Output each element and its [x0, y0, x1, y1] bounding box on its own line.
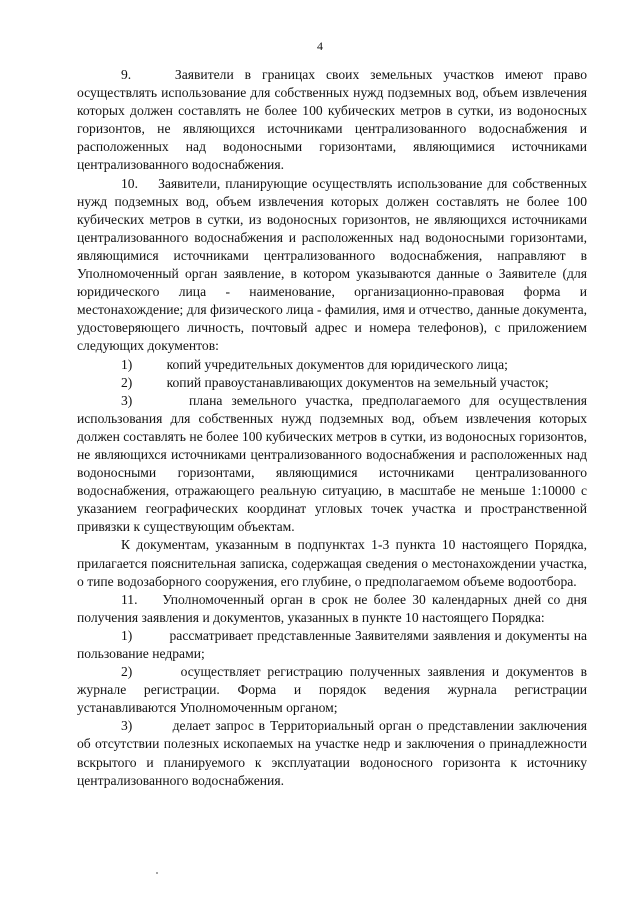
paragraph-10 — [77, 175, 587, 356]
paragraph-number: 9. — [121, 67, 132, 82]
list-item-text: копий правоустанавливающих документов на земельный участок; — [166, 374, 549, 390]
list-item-number: 1) — [121, 356, 133, 372]
list-item — [77, 663, 587, 717]
paragraph-text: К документам, указанным в подпунктах 1-3 пункта 10 настоящего Порядка, прилагается пояснительная записка, содержащая сведения о местонахождении участка, о типе водозаборного сооружения, его глубине, о предполагаемом объеме водоотбора. — [77, 537, 587, 589]
list-item — [77, 392, 587, 537]
list-item — [77, 374, 587, 392]
list-item-number: 2) — [121, 374, 133, 390]
list-item-text: копий учредительных документов для юридического лица; — [166, 356, 508, 372]
list-item — [77, 717, 587, 789]
list-item-text: плана земельного участка, предполагаемого для осуществления использования для собственных нужд подземных вод, объем извлечения которых должен составлять не более 100 кубических метров в сутки, из водоносных горизонтов, не являющихся источниками централизованного водоснабжения и расположенных над водоносными горизонтами, являющимися источниками централизованного водоснабжения, отражающего реальную ситуацию, в масштабе не меньше 1:10000 с указанием географических координат угловых точек участка и пространственной привязки к существующим объектам. — [77, 392, 588, 535]
document-body — [77, 66, 587, 790]
list-item-number: 3) — [121, 392, 133, 408]
paragraph-number: 11. — [121, 591, 138, 607]
page-number: 4 — [317, 39, 323, 53]
paragraph-11 — [77, 591, 587, 627]
paragraph-9 — [77, 66, 587, 175]
paragraph-text: Заявители в границах своих земельных участков имеют право осуществлять использование для собственных нужд подземных вод, объем извлечения которых должен составлять не более 100 кубических метров в сутки, из водоносных горизонтов, не являющихся источниками централизованного водоснабжения и расположенных над водоносными горизонтами, являющимися источниками централизованного водоснабжения. — [77, 67, 588, 173]
list-item-text: рассматривает представленные Заявителями заявления и документы на пользование недрами; — [77, 627, 588, 661]
list-item-number: 3) — [121, 718, 133, 734]
list-item — [77, 356, 587, 374]
list-item-number: 2) — [121, 664, 133, 680]
paragraph-text: Заявители, планирующие осуществлять использование для собственных нужд подземных вод, объем извлечения которых должен составлять не более 100 кубических метров в сутки, из водоносных горизонтов, не являющихся источниками централизованного водоснабжения и расположенных над водоносными горизонтами, являющимися источниками централизованного водоснабжения, направляют в Уполномоченный орган заявление, в котором указываются данные о Заявителе (для юридического лица - наименование, организационно-правовая форма и местонахождение; для физического лица - фамилия, имя и отчество, данные документа, удостоверяющего личность, почтовый адрес и номера телефонов), с приложением следующих документов: — [77, 175, 588, 354]
paragraph-number: 10. — [121, 175, 138, 191]
list-item — [77, 627, 587, 663]
scan-speck — [156, 872, 158, 874]
list-item-number: 1) — [121, 627, 133, 643]
list-item-text: осуществляет регистрацию полученных заявления и документов в журнале регистрации. Форма и порядок ведения журнала регистрации устанавливаются Уполномоченным органом; — [77, 664, 587, 716]
list-item-text: делает запрос в Территориальный орган о представлении заключения об отсутствии полезных ископаемых на участке недр и заключения о принадлежности вскрытого и планируемого к эксплуатации водоносного горизонта к источнику централизованного водоснабжения. — [77, 718, 587, 788]
paragraph-text: Уполномоченный орган в срок не более 30 календарных дней со дня получения заявления и документов, указанных в пункте 10 настоящего Порядка: — [77, 591, 588, 625]
paragraph-note — [77, 536, 587, 590]
